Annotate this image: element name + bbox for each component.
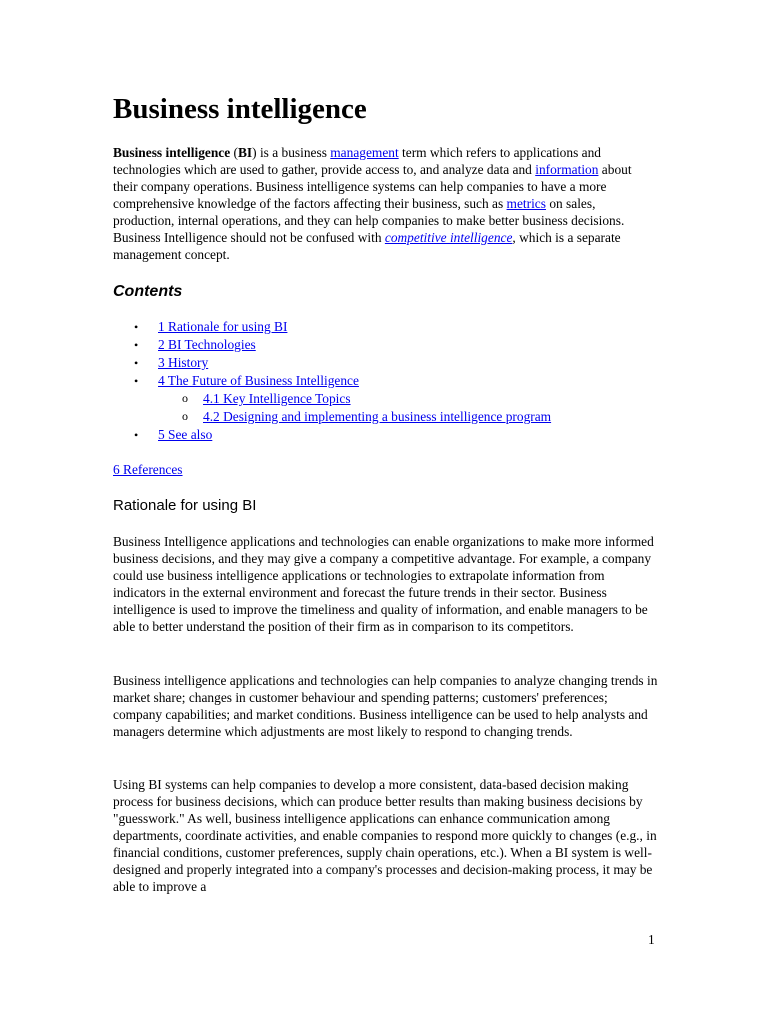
toc-link-key-topics[interactable]: 4.1 Key Intelligence Topics bbox=[203, 391, 351, 406]
bullet-icon: • bbox=[134, 320, 139, 334]
intro-text: ) is a business bbox=[252, 145, 331, 160]
term-bold: Business intelligence bbox=[113, 145, 231, 160]
intro-text: ( bbox=[230, 145, 238, 160]
section-heading-rationale: Rationale for using BI bbox=[113, 497, 257, 514]
competitive-intelligence-link[interactable]: competitive intelligence bbox=[384, 230, 513, 245]
intro-text: , which is a separate management concept. bbox=[113, 230, 621, 262]
abbr-bold: BI bbox=[238, 145, 253, 160]
intro-paragraph bbox=[113, 144, 658, 263]
bullet-icon: • bbox=[134, 338, 139, 352]
sub-bullet-icon: o bbox=[182, 409, 188, 423]
toc-link-designing[interactable]: 4.2 Designing and implementing a business intelligence program bbox=[203, 409, 552, 424]
rationale-paragraph-2: Business intelligence applications and technologies can help companies to analyze changing trends in market share; changes in customer behaviour and spending patterns; customers' preferences; company capabilities; and market conditions. Business intelligence can be used to help analysts and managers determine which adjustments are most likely to respond to changing trends. bbox=[113, 673, 658, 739]
metrics-link[interactable]: metrics bbox=[506, 196, 546, 211]
intro-text: about their company operations. Business intelligence systems can help companies to have a more comprehensive knowledge of the factors affecting their business, such as bbox=[113, 162, 632, 211]
rationale-paragraph-3: Using BI systems can help companies to develop a more consistent, data-based decision making process for business decisions, which can produce better results than making business decisions by "guesswork." As well, business intelligence applications can enhance communication among departments, coordinate activities, and enable companies to respond more quickly to changes (e.g., in financial conditions, customer preferences, supply chain operations, etc.). When a BI system is well-designed and properly integrated into a company's processes and decision-making process, it may be able to improve a bbox=[113, 777, 657, 894]
management-link[interactable]: management bbox=[330, 145, 399, 160]
toc-link-rationale[interactable]: 1 Rationale for using BI bbox=[158, 319, 288, 334]
page-title: Business intelligence bbox=[113, 93, 367, 125]
information-link[interactable]: information bbox=[535, 162, 599, 177]
intro-text: on sales, production, internal operations, and they can help companies to make better business decisions. Business Intelligence should not be confused with bbox=[113, 196, 625, 245]
bullet-icon: • bbox=[134, 428, 139, 442]
toc-link-future[interactable]: 4 The Future of Business Intelligence bbox=[158, 373, 359, 388]
toc-link-history[interactable]: 3 History bbox=[158, 355, 209, 370]
toc-link-technologies[interactable]: 2 BI Technologies bbox=[158, 337, 256, 352]
toc-link-see-also[interactable]: 5 See also bbox=[158, 427, 213, 442]
sub-bullet-icon: o bbox=[182, 391, 188, 405]
contents-heading: Contents bbox=[113, 283, 183, 300]
bullet-icon: • bbox=[134, 374, 139, 388]
bullet-icon: • bbox=[134, 356, 139, 370]
intro-text: term which refers to applications and technologies which are used to gather, provide access to, and analyze data and bbox=[113, 145, 601, 177]
references-link[interactable]: 6 References bbox=[113, 462, 183, 477]
page-number: 1 bbox=[648, 932, 655, 947]
rationale-paragraph-1: Business Intelligence applications and technologies can enable organizations to make more informed business decisions, and they may give a company a competitive advantage. For example, a company could use business intelligence applications or technologies to extrapolate information from indicators in the external environment and forecast the future trends in their sector. Business intelligence is used to improve the timeliness and quality of information, and enable managers to be able to better understand the position of their firm as in comparison to its competitors. bbox=[113, 534, 654, 634]
